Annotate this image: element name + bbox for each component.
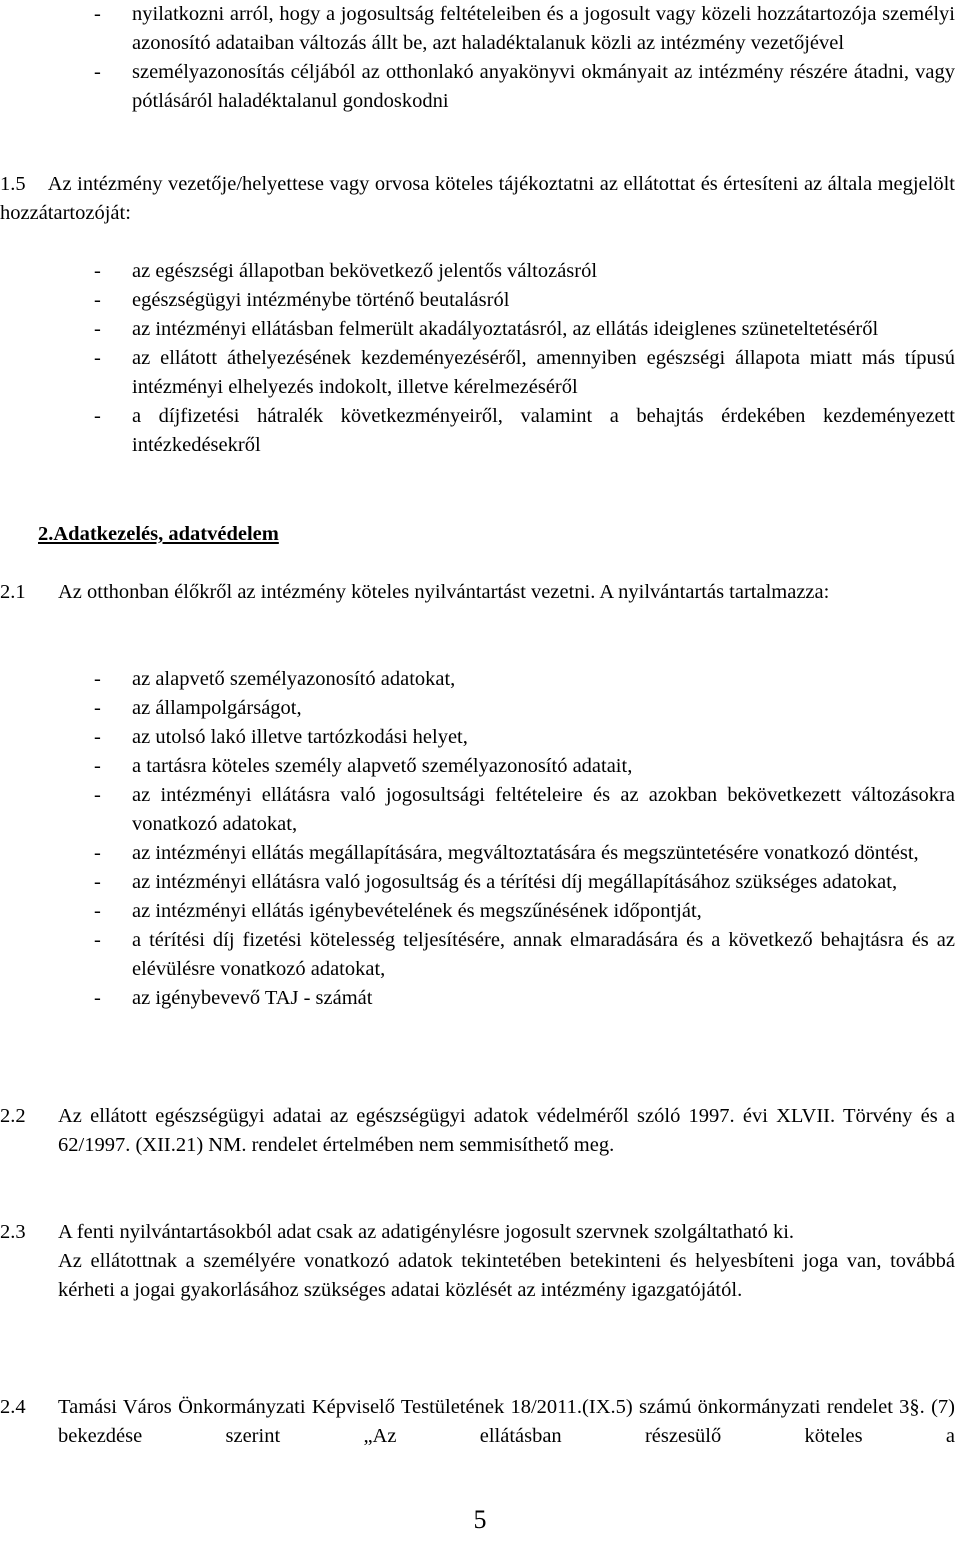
paragraph <box>0 578 955 607</box>
page-number: 5 <box>473 1505 487 1534</box>
list-dash: - <box>94 347 101 369</box>
list-item-text: az alapvető személyazonosító adatokat, <box>132 668 456 690</box>
list-item <box>0 839 955 868</box>
list-item <box>0 694 955 723</box>
list-dash: - <box>94 755 101 777</box>
list-item <box>0 723 955 752</box>
list-item <box>0 315 955 344</box>
list-dash: - <box>94 726 101 748</box>
paragraph <box>0 1102 955 1160</box>
section-text: Az ellátott egészségügyi adatai az egészségügyi adatok védelméről szóló 1997. évi XLVII. Törvény és a 62/1997. (XII.21) NM. rendelet értelmében nem semmisíthető meg. <box>58 1105 955 1156</box>
list-item-text: az intézményi ellátás igénybevételének és megszűnésének időpontját, <box>132 900 702 922</box>
list-item-text: egészségügyi intézménybe történő beutalásról <box>132 289 510 311</box>
section-number: 2.3 <box>0 1221 26 1243</box>
section-text: Tamási Város Önkormányzati Képviselő Testületének 18/2011.(IX.5) számú önkormányzati rendelet 3§. (7) bekezdése szerint „Az ellátásban részesülő köteles a <box>58 1396 955 1447</box>
section-2-3 <box>0 1218 955 1305</box>
paragraph <box>0 1218 955 1305</box>
section-number: 2.1 <box>0 581 26 603</box>
section-number: 2.4 <box>0 1396 26 1418</box>
list-dash: - <box>94 697 101 719</box>
list-item-text: az intézményi ellátásra való jogosultsági feltételeire és az azokban bekövetkezett változásokra vonatkozó adatokat, <box>132 784 955 835</box>
list-item-text: az intézményi ellátásra való jogosultság és a térítési díj megállapításához szükséges adatokat, <box>132 871 898 893</box>
list-item-text: az ellátott áthelyezésének kezdeményezéséről, amennyiben egészségi állapota miatt más típusú intézményi elhelyezés indokolt, illetve kérelmezéséről <box>132 347 955 398</box>
list-item <box>0 926 955 984</box>
section-2-1 <box>0 578 955 607</box>
list-item-text: a tartásra köteles személy alapvető személyazonosító adatait, <box>132 755 633 777</box>
list-item <box>0 0 955 58</box>
section-text-part1: A fenti nyilvántartásokból adat csak az adatigénylésre jogosult szervnek szolgáltatható ki. <box>58 1221 795 1243</box>
section-text <box>58 1218 955 1305</box>
list-dash: - <box>94 3 101 25</box>
section-number: 1.5 <box>0 173 26 195</box>
list-item <box>0 58 955 116</box>
list-dash: - <box>94 61 101 83</box>
list-dash: - <box>94 842 101 864</box>
list-dash: - <box>94 289 101 311</box>
list-item <box>0 257 955 286</box>
list-item <box>0 344 955 402</box>
section-1-5 <box>0 170 955 228</box>
list-dash: - <box>94 260 101 282</box>
list-item <box>0 984 955 1013</box>
section-number: 2.2 <box>0 1105 26 1127</box>
list-dash: - <box>94 405 101 427</box>
list-item-text: az utolsó lakó illetve tartózkodási helyet, <box>132 726 468 748</box>
list-item <box>0 665 955 694</box>
top-list <box>0 0 955 116</box>
list-item-text: a díjfizetési hátralék következményeiről, valamint a behajtás érdekében kezdeményezett intézkedésekről <box>132 405 955 456</box>
list-dash: - <box>94 929 101 951</box>
list-item-text: az igénybevevő TAJ - számát <box>132 987 373 1009</box>
section-2-2 <box>0 1102 955 1160</box>
list-dash: - <box>94 784 101 806</box>
section-1-5-list <box>0 257 955 460</box>
section-heading: 2.Adatkezelés, adatvédelem <box>38 523 279 545</box>
list-dash: - <box>94 871 101 893</box>
section-text: Az otthonban élőkről az intézmény köteles nyilvántartást vezetni. A nyilvántartás tartalmazza: <box>58 581 830 603</box>
paragraph <box>0 170 955 228</box>
list-dash: - <box>94 900 101 922</box>
list-item-text: nyilatkozni arról, hogy a jogosultság feltételeiben és a jogosult vagy közeli hozzátartozója személyi azonosító adataiban változás állt be, azt haladéktalanuk közli az intézmény vezetőjével <box>132 3 955 54</box>
list-dash: - <box>94 318 101 340</box>
list-item <box>0 752 955 781</box>
list-item <box>0 897 955 926</box>
list-item <box>0 402 955 460</box>
list-dash: - <box>94 987 101 1009</box>
list-item <box>0 781 955 839</box>
list-item-text: személyazonosítás céljából az otthonlakó anyakönyvi okmányait az intézmény részére átadni, vagy pótlásáról haladéktalanul gondoskodni <box>132 61 955 112</box>
list-dash: - <box>94 668 101 690</box>
list-item-text: az intézményi ellátásban felmerült akadályoztatásról, az ellátás ideiglenes szüneteltetéséről <box>132 318 879 340</box>
section-2-1-list <box>0 665 955 1013</box>
section-text-part2: Az ellátottnak a személyére vonatkozó adatok tekintetében betekinteni és helyesbíteni joga van, továbbá kérheti a jogai gyakorlásához szükséges adatai közlését az intézmény igazgatójától. <box>58 1250 955 1301</box>
list-item-text: a térítési díj fizetési kötelesség teljesítésére, annak elmaradására és a következő behajtásra és az elévülésre vonatkozó adatokat, <box>132 929 955 980</box>
section-2-4 <box>0 1393 955 1451</box>
section-text: Az intézmény vezetője/helyettese vagy orvosa köteles tájékoztatni az ellátottat és értesíteni az általa megjelölt hozzátartozóját: <box>0 173 955 224</box>
list-item-text: az állampolgárságot, <box>132 697 302 719</box>
list-item <box>0 286 955 315</box>
list-item-text: az egészségi állapotban bekövetkező jelentős változásról <box>132 260 598 282</box>
list-item <box>0 868 955 897</box>
list-item-text: az intézményi ellátás megállapítására, megváltoztatására és megszüntetésére vonatkozó döntést, <box>132 842 919 864</box>
paragraph-text <box>0 170 955 228</box>
paragraph <box>0 1393 955 1451</box>
